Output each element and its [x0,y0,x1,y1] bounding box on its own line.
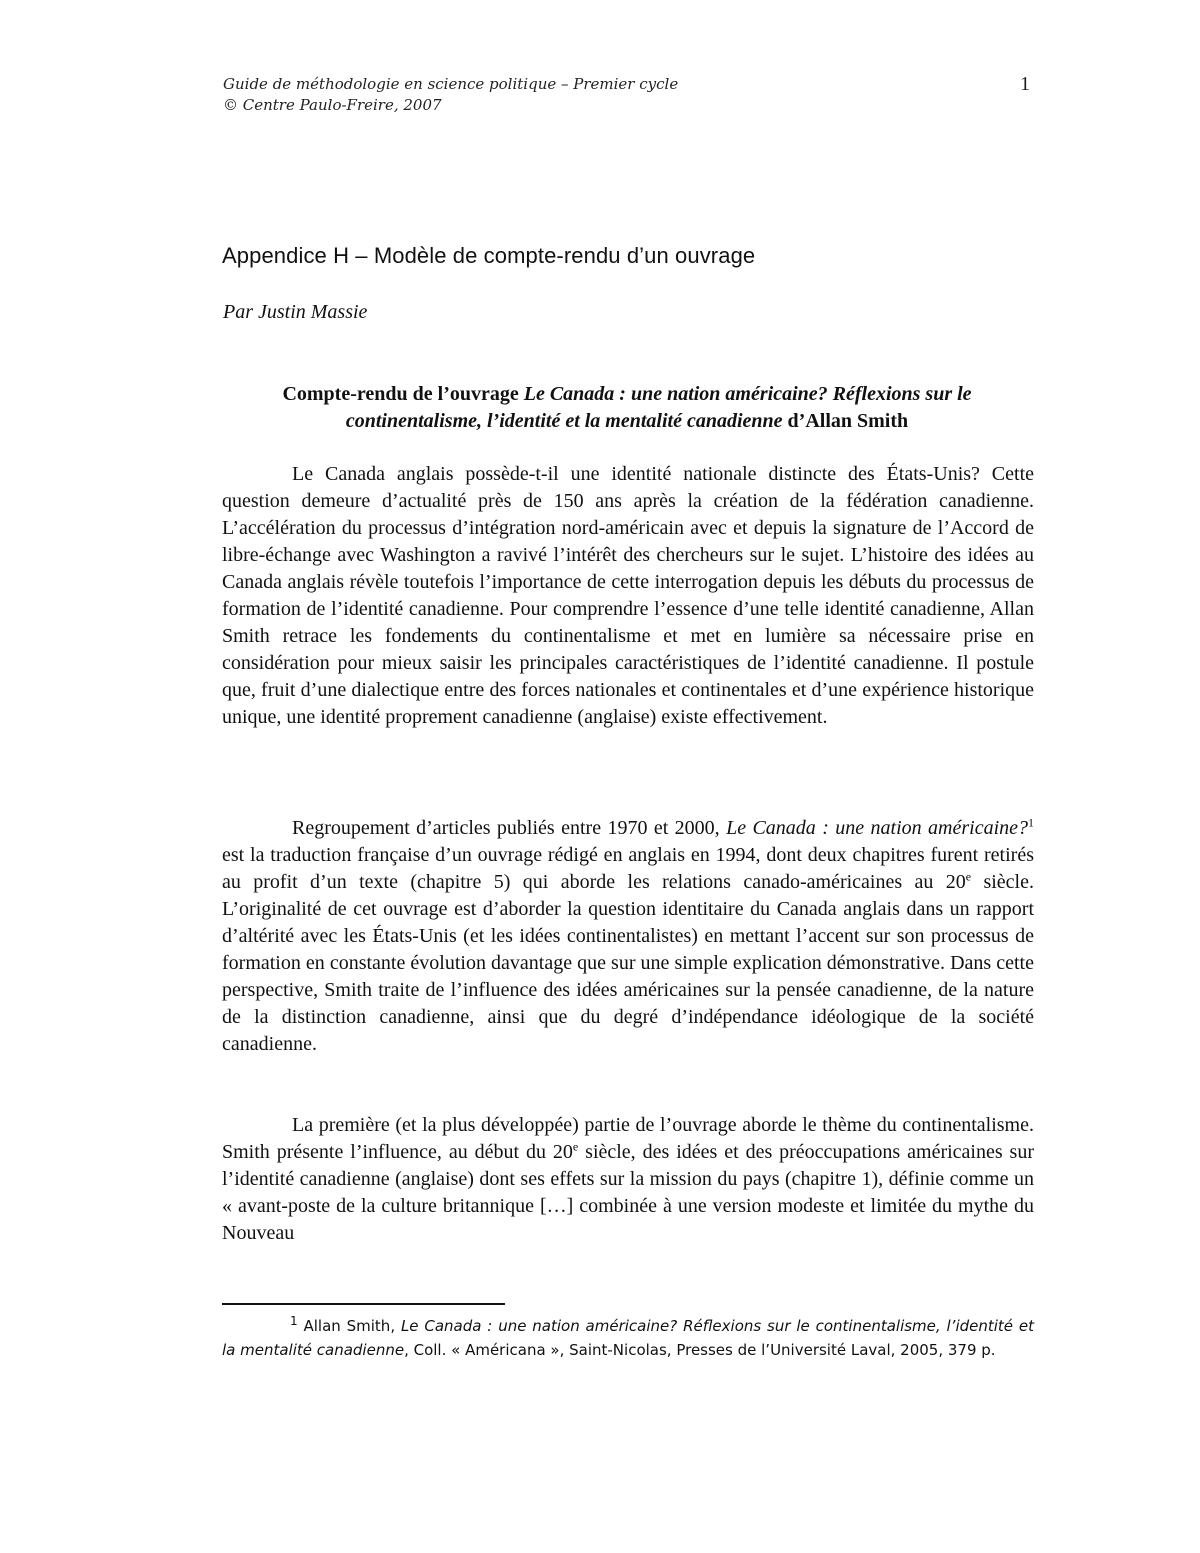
paragraph-3-a: La première (et la plus développée) partie de l’ouvrage aborde le thème du continentalisme. Smith présente l’influence, au début du 20 [222,1114,1034,1163]
review-title-suffix: d’Allan Smith [782,410,909,432]
review-title-book: Le Canada : une nation américaine? Réflexions sur le continentalisme, l’identité et la mentalité canadienne [345,383,972,432]
paragraph-3 [222,1112,1034,1247]
review-title [222,381,1032,435]
page-number: 1 [1020,73,1030,95]
header-copyright: © Centre Paulo-Freire, 2007 [223,96,442,114]
paragraph-2-book-title: Le Canada : une nation américaine? [726,817,1028,839]
paragraph-3-b: siècle, des idées et des préoccupations américaines sur l’identité canadienne (anglaise) dont ses effets sur la mission du pays (chapitre 1), définie comme un « avant-poste de la culture britannique […] combinée à une version modeste et limitée du mythe du Nouveau [222,1141,1034,1244]
footnote-b: , Coll. « Américana », Saint-Nicolas, Presses de l’Université Laval, 2005, 379 p. [404,1341,996,1359]
footnote-book-title: Le Canada : une nation américaine? Réflexions sur le continentalisme, l’identité et la mentalité canadienne [222,1317,1034,1359]
ordinal-superscript: e [965,869,972,884]
footnote-separator [222,1303,505,1305]
running-header [223,74,1043,116]
appendix-title: Appendice H – Modèle de compte-rendu d’un ouvrage [222,243,756,268]
paragraph-1: Le Canada anglais possède-t-il une identité nationale distincte des États-Unis? Cette question demeure d’actualité près de 150 ans après la création de la fédération canadienne. L’accélération du processus d’intégration nord-américain avec et depuis la signature de l’Accord de libre-échange avec Washington a ravivé l’intérêt des chercheurs sur le sujet. L’histoire des idées au Canada anglais révèle toutefois l’importance de cette interrogation depuis les débuts du processus de formation de l’identité canadienne. Pour comprendre l’essence d’une telle identité canadienne, Allan Smith retrace les fondements du continentalisme et met en lumière sa nécessaire prise en considération pour mieux saisir les principales caractéristiques de l’identité canadienne. Il postule que, fruit d’une dialectique entre des forces nationales et continentales et d’une expérience historique unique, une identité proprement canadienne (anglaise) existe effectivement. [222,463,1034,728]
paragraph-2 [222,815,1034,1058]
footnote-reference[interactable]: 1 [1028,815,1034,830]
paragraph-2-c: siècle. L’originalité de cet ouvrage est d’aborder la question identitaire du Canada anglais dans un rapport d’altérité avec les États-Unis (et les idées continentalistes) en mettant l’accent sur son processus de formation en constante évolution davantage que sur une simple explication démonstrative. Dans cette perspective, Smith traite de l’influence des idées américaines sur la pensée canadienne, de la nature de la distinction canadienne, ainsi que du degré d’indépendance idéologique de la société canadienne. [222,871,1034,1055]
header-guide-title: Guide de méthodologie en science politique – Premier cycle [223,75,679,93]
footnote-a: Allan Smith, [297,1317,401,1335]
review-title-prefix: Compte-rendu de l’ouvrage [282,383,524,405]
paragraph-2-b: est la traduction française d’un ouvrage rédigé en anglais en 1994, dont deux chapitres furent retirés au profit d’un texte (chapitre 5) qui aborde les relations canado-américaines au 20 [222,844,1034,893]
author-line: Par Justin Massie [223,301,368,323]
footnote-1 [222,1314,1034,1362]
ordinal-superscript: e [572,1139,579,1154]
paragraph-2-a: Regroupement d’articles publiés entre 1970 et 2000, [292,817,727,839]
footnote-number: 1 [290,1314,298,1328]
